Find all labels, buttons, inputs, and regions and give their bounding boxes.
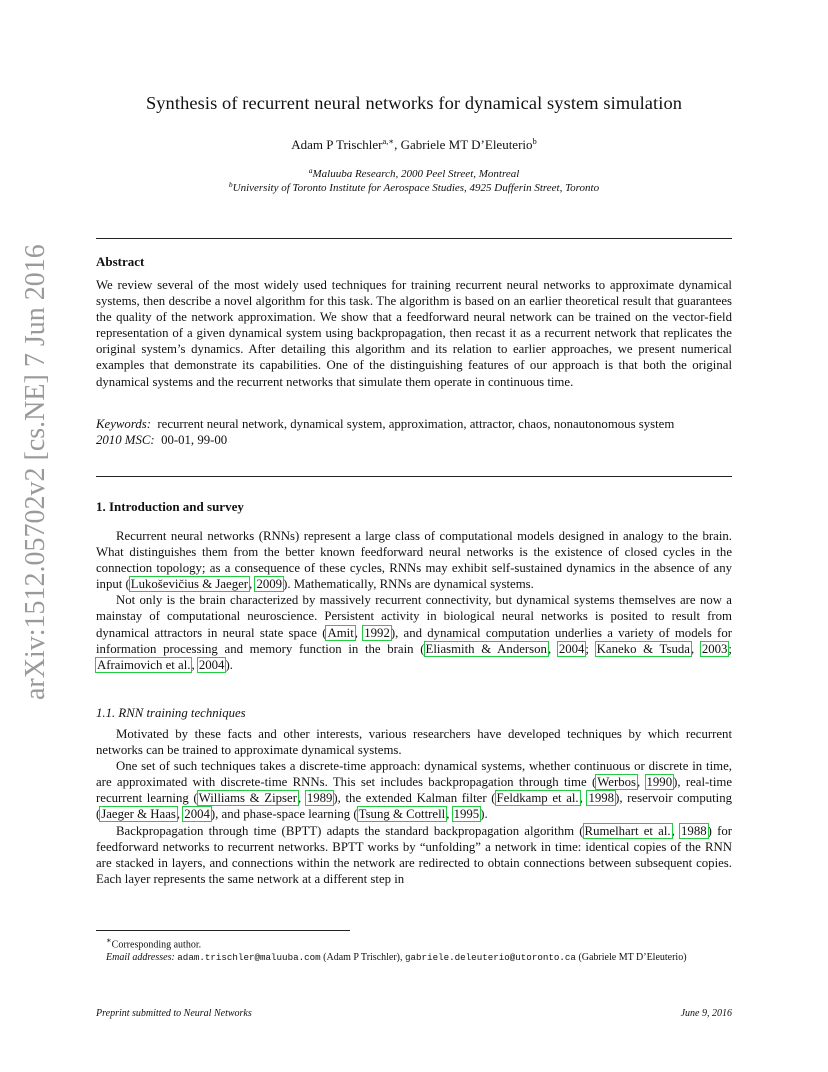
affiliation-2-text: University of Toronto Institute for Aerospace Studies, 4925 Dufferin Street, Toronto [232,182,600,194]
text-run: ). [225,657,233,672]
text-run: , [690,641,701,656]
text-run: ). Mathematically, RNNs are dynamical systems. [283,577,534,592]
text-run: , [671,823,681,838]
keywords-block [96,416,732,448]
section-1-heading: 1. Introduction and survey [96,499,244,514]
text-run: ; [585,641,596,656]
email-note [96,951,732,964]
footnote-mark: ∗ [106,936,112,945]
text-run: ), and phase-space learning ( [210,807,358,822]
subsection-paragraph-3 [96,823,732,887]
citation-link[interactable]: 1992 [364,625,390,640]
author-2-marks: b [532,136,537,146]
email-label: Email addresses: [106,952,175,964]
text-run: , [637,775,646,790]
citation-link[interactable]: 1988 [681,823,707,838]
text-run: , [249,577,256,592]
text-run: ) for feedforward networks to recurrent networks. BPTT works by “unfolding” a network in time: identical copies of the RNN are stacked in layers, and connections within the network are redirected to obtain connections between subsequent copies. Each layer represents the same network at a different step in [96,823,733,886]
text-run: , [297,791,306,806]
section-1-paragraph-2 [96,592,732,672]
text-run: , [176,807,184,822]
corresponding-author-note [96,934,732,951]
text-run: , [191,657,198,672]
citation-link[interactable]: 1990 [646,775,673,790]
footer-date: June 9, 2016 [680,1008,732,1019]
abstract-top-rule [96,238,732,239]
msc-label: 2010 MSC: [96,433,155,448]
citation-link[interactable]: 1998 [588,791,615,806]
footnotes [96,934,732,964]
author-line [96,136,732,153]
arxiv-id-text: arXiv:1512.05702v2 [cs.NE] 7 Jun 2016 [20,244,51,700]
citation-link[interactable]: 1989 [306,791,333,806]
affiliation-1 [96,166,732,180]
text-run: , [547,641,558,656]
email-link-2[interactable]: gabriele.deleuterio@utoronto.ca [405,952,576,964]
text-run: ), and dynamical computation underlies a variety of models for information processing and memory function in the brain ( [96,625,732,656]
abstract-text: We review several of the most widely used techniques for training recurrent neural networks to approximate dynamical systems, then describe a novel algorithm for this task. The algorithm is based on an earlier theoretical result that guarantees the quality of the network approximation. We show that a feedforward neural network can be trained on the vector-field representation of a given dynamical system using backpropagation, then recast it as a recurrent network that replicates the original system’s dynamics. After detailing this algorithm and its relation to earlier approaches, we present numerical examples that demonstrate its capabilities. One of the distinguishing features of our approach is that both the original dynamical systems and the recurrent networks that simulate them operate in continuous time. [96,278,732,389]
citation-link[interactable]: Jaeger & Haas [101,807,176,822]
section-1-paragraph-1 [96,528,732,592]
affiliation-1-text: Maluuba Research, 2000 Peel Street, Montreal [312,168,520,180]
citation-link[interactable]: 2004 [198,657,225,672]
citation-link[interactable]: Werbos [597,775,637,790]
text-run: ), the extended Kalman filter ( [333,791,496,806]
abstract-heading: Abstract [96,254,145,269]
text-run: Not only is the brain characterized by massively recurrent connectivity, but dynamical systems themselves are now a mainstay of computational neuroscience. Persistent activity in biological neural networks is posited to result from dynamical attractors in neural state space ( [96,593,732,640]
footer-preprint-note: Preprint submitted to Neural Networks [96,1008,252,1019]
paper-title: Synthesis of recurrent neural networks for dynamical system simulation [145,93,683,113]
text-run: ; [728,641,732,656]
text-run: ), reservoir computing ( [96,791,733,822]
arxiv-identifier-stamp [14,244,58,700]
subsection-1-1-body [96,726,732,887]
text-run: One set of such techniques takes a discrete-time approach: dynamical systems, whether continuous or discrete in time, are approximated with discrete-time RNNs. This set includes backpropagation through time ( [96,759,732,790]
text-run: ). [480,807,488,822]
msc-codes: 00-01, 99-00 [161,433,228,448]
subsection-paragraph-2 [96,758,732,822]
text-run: Recurrent neural networks (RNNs) represent a large class of computational models designed in analogy to the brain. What distinguishes them from the better known feedforward neural networks is the existence of closed cycles in the connection topology; as a consequence of these cycles, RNNs may exhibit self-sustained dynamics in the absence of any input ( [96,529,732,592]
citation-link[interactable]: 2004 [184,807,210,822]
abstract-bottom-rule [96,476,732,477]
citation-link[interactable]: Afraimovich et al. [97,657,191,672]
text-run: Backpropagation through time (BPTT) adapts the standard backpropagation algorithm ( [116,823,584,838]
citation-link[interactable]: 2009 [256,577,283,592]
citation-link[interactable]: 1995 [453,807,480,822]
citation-link[interactable]: Amit [327,625,354,640]
footnote-rule [96,930,350,931]
citation-link[interactable]: Williams & Zipser [198,791,297,806]
author-1-marks: a,∗ [382,136,395,146]
abstract-body [96,277,732,390]
affiliation-1-mark: a [308,166,313,175]
email-owner-2: (Gabriele MT D’Eleuterio) [575,952,687,964]
email-owner-1: (Adam P Trischler), [320,952,406,964]
email-link-1[interactable]: adam.trischler@maluuba.com [177,952,321,964]
citation-link[interactable]: Feldkamp et al. [496,791,579,806]
citation-link[interactable]: 2003 [701,641,728,656]
citation-link[interactable]: Tsung & Cottrell [358,807,446,822]
author-2-name: Gabriele MT D’Eleuterio [400,137,533,152]
citation-link[interactable]: Lukoševičius & Jaeger [130,577,249,592]
keywords-text: recurrent neural network, dynamical system, approximation, attractor, chaos, nonautonomous system [157,417,675,431]
affiliation-2-mark: b [228,180,233,189]
citation-link[interactable]: Rumelhart et al. [584,823,671,838]
author-1-name: Adam P Trischler [291,137,383,152]
keywords-label: Keywords: [96,417,151,431]
text-run: , [446,807,453,822]
author-separator: , [394,137,401,152]
section-1-body [96,528,732,673]
page-footer [96,1008,732,1019]
affiliation-2 [96,180,732,194]
subsection-1-1-heading: 1.1. RNN training techniques [96,706,246,720]
footnote-text: Corresponding author. [111,939,202,951]
citation-link[interactable]: Eliasmith & Anderson [425,641,547,656]
citation-link[interactable]: 2004 [558,641,585,656]
subsection-paragraph-1: Motivated by these facts and other interests, various researchers have developed techniques by which recurrent networks can be trained to approximate dynamical systems. [96,727,732,758]
text-run: ), real-time recurrent learning ( [96,775,733,806]
text-run: , [579,791,588,806]
citation-link[interactable]: Kaneko & Tsuda [596,641,690,656]
text-run: , [354,625,364,640]
